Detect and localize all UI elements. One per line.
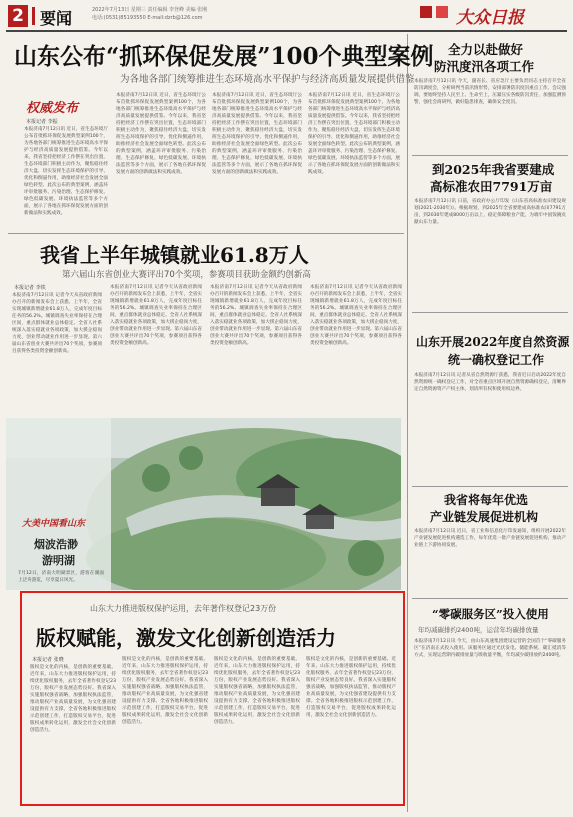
right-rule-1 (412, 155, 568, 156)
section-title: 要闻 (40, 9, 73, 28)
main-body-col-3: 本报济南7月12日讯 近日，省生态环境厅公布首批抓环保促发展典型案例100个，为各地各部门统筹推进生态环境高水平保护与经济高质量发展提供借鉴。今年以来，我省坚持把经济工作摆在突出位置，生态环境部门积极主动作为，聚焦稳住经济大盘，切实发挥生态环境保护的引导、优化和倒逼作用，助推经济社会发展全面绿色转型。此次公布的典型案例，涵盖环评审批服务、污染治理、生态保护修复、绿色低碳发展、环境执法监管等多个方面，展示了各地在抓环保促发展方面的创新做法和实践成效。 (212, 93, 302, 175)
page-number: 2 (8, 5, 28, 27)
section-rule (8, 233, 404, 234)
main-subheadline: 为各地各部门统筹推进生态环境高水平保护与经济高质量发展提供借鉴 (120, 74, 415, 85)
section-marker (32, 7, 35, 25)
right-rule-3 (412, 486, 568, 487)
app-badge-icon (436, 6, 448, 18)
main-body-col-2: 本报济南7月12日讯 近日，省生态环境厅公布首批抓环保促发展典型案例100个，为各地各部门统筹推进生态环境高水平保护与经济高质量发展提供借鉴。今年以来，我省坚持把经济工作摆在突出位置，生态环境部门积极主动作为，聚焦稳住经济大盘，切实发挥生态环境保护的引导、优化和倒逼作用，助推经济社会发展全面绿色转型。此次公布的典型案例，涵盖环评审批服务、污染治理、生态保护修复、绿色低碳发展、环境执法监管等多个方面，展示了各地在抓环保促发展方面的创新做法和实践成效。 (116, 93, 206, 175)
employment-body-col-3: 本报济南7月12日讯 记者今天从省政府新闻办召开的新闻发布会上获悉，上半年，全省实现城镇新增就业61.8万人，完成年度目标任务的56.2%。城镇调查失业率保持在合理区间，重点群体就业总体稳定。全省人社系统深入落实稳就业各项政策，加大援企稳岗力度，创业带动就业作用进一步显现。第六届山东省创业大赛共评出70个奖项，参赛项目获得各类投资金额创新高。 (210, 285, 302, 346)
flood-headline-line-2: 防汛度汛各项工作 (434, 59, 535, 74)
resources-body: 本报济南7月12日讯 记者从省自然资源厅获悉，我省近日启动2022年度自然资源统一确权登记工作，对全省重点区域开展自然资源确权登记，清晰界定自然资源资产产权主体，划清所有权和使用权边界。 (414, 373, 566, 392)
employment-body-col-1: 本报济南7月12日讯 记者今天从省政府新闻办召开的新闻发布会上获悉，上半年，全省实现城镇新增就业61.8万人，完成年度目标任务的56.2%。城镇调查失业率保持在合理区间，重点群体就业总体稳定。全省人社系统深入落实稳就业各项政策，加大援企稳岗力度，创业带动就业作用进一步显现。第六届山东省创业大赛共评出70个奖项，参赛项目获得各类投资金额创新高。 (12, 293, 102, 354)
right-rule-2 (412, 312, 568, 313)
zero-carbon-body: 本报济南7月12日讯 今天，由山东高速集团建设运营的全国首个“零碳服务区”在济南正式投入使用。该服务区通过光伏发电、储能系统、碳汇抵消等方式，实现运营期内碳排放量与吸收量平衡，年均减少碳排放约2400吨。 (414, 639, 566, 658)
farmland-body: 本报济南7月12日讯 日前，省政府办公厅印发《山东省高标准农田建设规划(2021-2030年)》。根据规划，到2025年全省要建成高标准农田7791万亩，到2030年建成8000万亩以上，稳定保障粮食产能，为端牢中国饭碗贡献山东力量。 (414, 199, 566, 225)
masthead-rule (6, 30, 567, 32)
copyright-byline: 本报记者 张晓 (32, 657, 64, 663)
resources-headline-line-1: 山东开展2022年度自然资源 (416, 335, 570, 349)
main-body-col-1: 本报济南7月12日讯 近日，省生态环境厅公布首批抓环保促发展典型案例100个，为各地各部门统筹推进生态环境高水平保护与经济高质量发展提供借鉴。今年以来，我省坚持把经济工作摆在突出位置，生态环境部门积极主动作为，聚焦稳住经济大盘，切实发挥生态环境保护的引导、优化和倒逼作用，助推经济社会发展全面绿色转型。此次公布的典型案例，涵盖环评审批服务、污染治理、生态保护修复、绿色低碳发展、环境执法监管等多个方面，展示了各地在抓环保促发展方面的创新做法和实践成效。 (24, 127, 108, 216)
main-byline: 本报记者 李振 (26, 119, 58, 125)
copyright-body-col-1: 版权是文化的内核，是创新的重要基础。近年来，山东大力推进版权保护运用，持续优化版权服务，去年全省著作权登记23万份，版权产业发展态势良好。我省深入实施版权强省战略，加强版权执法监管，推动版权产业高质量发展，为文化强省建设提供有力支撑。全省各地积极推进版权示范创建工作，打造版权交易平台，促进版权成果转化运用，激发全社会文化创新创造活力。 (30, 665, 116, 733)
newspaper-logo: 大众日报 (456, 8, 524, 28)
daming-lake-photo (6, 418, 401, 590)
employment-byline: 本报记者 李铁 (14, 285, 46, 291)
edition-info-line-1: 2022年7月13日 星期三 责任编辑 李登峰 美编 张刚 (92, 7, 208, 13)
main-body-col-4: 本报济南7月12日讯 近日，省生态环境厅公布首批抓环保促发展典型案例100个，为各地各部门统筹推进生态环境高水平保护与经济高质量发展提供借鉴。今年以来，我省坚持把经济工作摆在突出位置，生态环境部门积极主动作为，聚焦稳住经济大盘，切实发挥生态环境保护的引导、优化和倒逼作用，助推经济社会发展全面绿色转型。此次公布的典型案例，涵盖环评审批服务、污染治理、生态保护修复、绿色低碳发展、环境执法监管等多个方面，展示了各地在抓环保促发展方面的创新做法和实践成效。 (308, 93, 400, 175)
copyright-body-col-2: 版权是文化的内核，是创新的重要基础。近年来，山东大力推进版权保护运用，持续优化版权服务，去年全省著作权登记23万份，版权产业发展态势良好。我省深入实施版权强省战略，加强版权执法监管，推动版权产业高质量发展，为文化强省建设提供有力支撑。全省各地积极推进版权示范创建工作，打造版权交易平台，促进版权成果转化运用，激发全社会文化创新创造活力。 (122, 657, 208, 725)
authority-release-tag: 权威发布 (26, 101, 79, 116)
photo-caption: 7月12日，济南大明湖景区，游客在湖面上泛舟游览，尽享夏日风光。 (18, 571, 104, 583)
qr-badge-icon (420, 6, 432, 18)
copyright-body-col-4: 版权是文化的内核，是创新的重要基础。近年来，山东大力推进版权保护运用，持续优化版权服务，去年全省著作权登记23万份，版权产业发展态势良好。我省深入实施版权强省战略，加强版权执法监管，推动版权产业高质量发展，为文化强省建设提供有力支撑。全省各地积极推进版权示范创建工作，打造版权交易平台，促进版权成果转化运用，激发全社会文化创新创造活力。 (306, 657, 396, 718)
zero-carbon-subheadline: 年均减碳排约2400吨，运营年均碳排放量 (418, 626, 539, 634)
flood-headline-line-1: 全力以赴做好 (448, 42, 524, 57)
column-divider (407, 34, 408, 812)
edition-info-line-2: 电话:(0531)85193550 E-mail:dzrb@126.com (92, 15, 203, 21)
copyright-subheadline: 山东大力推进版权保护运用，去年著作权登记23万份 (90, 604, 277, 613)
industry-headline-line-1: 我省将每年优选 (444, 493, 529, 507)
copyright-body-col-3: 版权是文化的内核，是创新的重要基础。近年来，山东大力推进版权保护运用，持续优化版权服务，去年全省著作权登记23万份，版权产业发展态势良好。我省深入实施版权强省战略，加强版权执法监管，推动版权产业高质量发展，为文化强省建设提供有力支撑。全省各地积极推进版权示范创建工作，打造版权交易平台，促进版权成果转化运用，激发全社会文化创新创造活力。 (214, 657, 300, 725)
main-headline: 山东公布“抓环保促发展”100个典型案例 (14, 43, 434, 70)
photo-series-tag: 大美中国看山东 (22, 519, 86, 529)
employment-headline: 我省上半年城镇就业61.8万人 (40, 243, 309, 267)
industry-headline-line-2: 产业链发展促进机构 (430, 510, 539, 524)
farmland-headline-line-1: 到2025年我省要建成 (432, 162, 555, 177)
edition-info (92, 6, 207, 22)
employment-subheadline: 第六届山东省创业大赛评出70个奖项，参赛项目获助金额约创新高 (62, 270, 311, 280)
photo-title-line-2: 游明湖 (42, 554, 75, 567)
employment-body-col-2: 本报济南7月12日讯 记者今天从省政府新闻办召开的新闻发布会上获悉，上半年，全省实现城镇新增就业61.8万人，完成年度目标任务的56.2%。城镇调查失业率保持在合理区间，重点群体就业总体稳定。全省人社系统深入落实稳就业各项政策，加大援企稳岗力度，创业带动就业作用进一步显现。第六届山东省创业大赛共评出70个奖项，参赛项目获得各类投资金额创新高。 (110, 285, 202, 346)
right-rule-4 (412, 598, 568, 599)
photo-title-line-1: 烟波浩渺 (34, 538, 78, 551)
flood-body: 本报济南7月12日讯 今天，副省长、省应急厅主要负责同志主持召开全省防汛调度会，分析研判当前汛情形势，安排部署防汛度汛重点工作。会议强调，要始终坚持人民至上、生命至上，压紧压实各级防汛责任，加强监测预警，强化会商研判，做好隐患排查，确保安全度汛。 (414, 79, 566, 105)
copyright-headline: 版权赋能，激发文化创新创造活力 (36, 626, 336, 650)
employment-body-col-4: 本报济南7月12日讯 记者今天从省政府新闻办召开的新闻发布会上获悉，上半年，全省实现城镇新增就业61.8万人，完成年度目标任务的56.2%。城镇调查失业率保持在合理区间，重点群体就业总体稳定。全省人社系统深入落实稳就业各项政策，加大援企稳岗力度，创业带动就业作用进一步显现。第六届山东省创业大赛共评出70个奖项，参赛项目获得各类投资金额创新高。 (310, 285, 402, 346)
resources-headline-line-2: 统一确权登记工作 (448, 353, 545, 367)
industry-body: 本报济南7月12日讯 近日，省工业和信息化厅印发通知，组织开展2022年产业链发展促进机构遴选工作，每年优选一批产业链发展促进机构，推动产业链上下游协同发展。 (414, 529, 566, 548)
farmland-headline-line-2: 高标准农田7791万亩 (430, 179, 553, 194)
zero-carbon-headline: “零碳服务区”投入使用 (432, 607, 549, 621)
